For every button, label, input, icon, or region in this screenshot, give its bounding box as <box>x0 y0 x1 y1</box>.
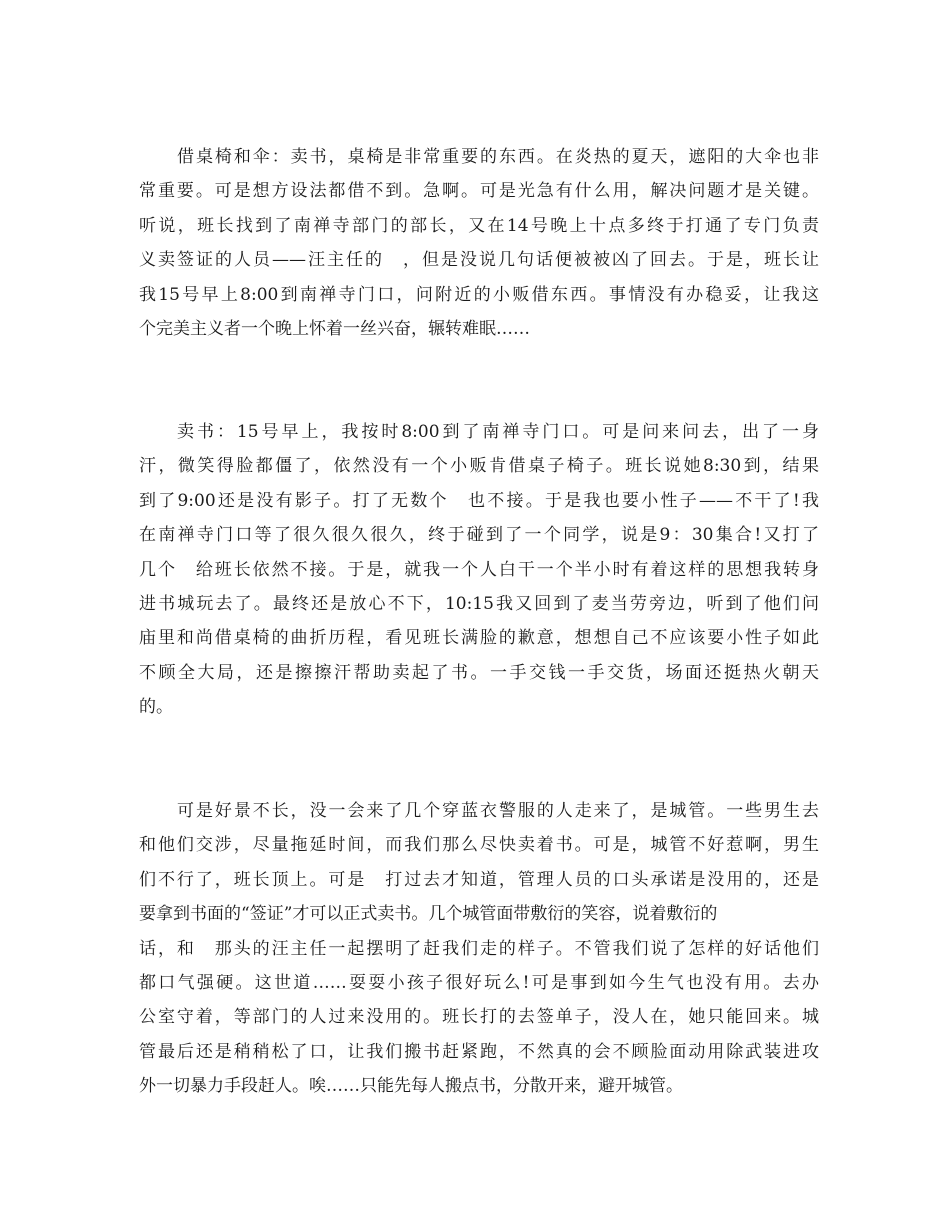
text-line: 要拿到书面的“签证”才可以正式卖书。几个城管面带敷衍的笑容，说着敷衍的 <box>139 904 718 925</box>
text-line: 外一切暴力手段赶人。唉……只能先每人搬点书，分散开来，避开城管。 <box>139 1076 683 1097</box>
text-line: 话，和 那头的汪主任一起摆明了赶我们走的样子。不管我们说了怎样的好话他们 <box>139 938 819 959</box>
text-line: 到了9:00还是没有影子。打了无数个 也不接。于是我也要小性子——不干了!我 <box>139 490 819 511</box>
paragraph-3 <box>139 794 819 1104</box>
text-line: 管最后还是稍稍松了口，让我们搬书赶紧跑，不然真的会不顾脸面动用除武装进攻 <box>139 1041 819 1062</box>
text-line: 义卖签证的人员——汪主任的 ，但是没说几句话便被被凶了回去。于是，班长让 <box>139 250 819 271</box>
text-line: 卖书：15号早上，我按时8:00到了南禅寺门口。可是问来问去，出了一身 <box>177 422 819 442</box>
text-line: 和他们交涉，尽量拖延时间，而我们那么尽快卖着书。可是，城管不好惹啊，男生 <box>139 835 819 856</box>
text-line: 的。 <box>139 697 173 718</box>
paragraph-2 <box>139 415 819 725</box>
text-line: 常重要。可是想方设法都借不到。急啊。可是光急有什么用，解决问题才是关键。 <box>139 181 819 202</box>
text-line: 进书城玩去了。最终还是放心不下，10:15我又回到了麦当劳旁边，听到了他们问 <box>139 593 819 614</box>
text-line: 听说，班长找到了南禅寺部门的部长，又在14号晚上十点多终于打通了专门负责 <box>139 215 819 236</box>
text-line: 在南禅寺门口等了很久很久很久，终于碰到了一个同学，说是9：30集合!又打了 <box>139 525 819 546</box>
text-line: 个完美主义者一个晚上怀着一丝兴奋，辗转难眠…… <box>139 318 530 339</box>
text-line: 汗，微笑得脸都僵了，依然没有一个小贩肯借桌子椅子。班长说她8:30到，结果 <box>139 456 819 477</box>
text-line: 不顾全大局，还是擦擦汗帮助卖起了书。一手交钱一手交货，场面还挺热火朝天 <box>139 662 819 683</box>
paragraph-1 <box>139 140 819 346</box>
text-line: 公室守着，等部门的人过来没用的。班长打的去签单子，没人在，她只能回来。城 <box>139 1007 819 1028</box>
text-line: 可是好景不长，没一会来了几个穿蓝衣警服的人走来了，是城管。一些男生去 <box>177 801 819 821</box>
text-line: 我15号早上8:00到南禅寺门口，问附近的小贩借东西。事情没有办稳妥，让我这 <box>139 284 819 305</box>
text-line: 几个 给班长依然不接。于是，就我一个人白干一个半小时有着这样的思想我转身 <box>139 559 819 580</box>
text-line: 借桌椅和伞：卖书，桌椅是非常重要的东西。在炎热的夏天，遮阳的大伞也非 <box>177 147 819 167</box>
text-line: 们不行了，班长顶上。可是 打过去才知道，管理人员的口头承诺是没用的，还是 <box>139 869 819 890</box>
text-line: 庙里和尚借桌椅的曲折历程，看见班长满脸的歉意，想想自己不应该要小性子如此 <box>139 628 819 649</box>
text-line: 都口气强硬。这世道……耍耍小孩子很好玩么!可是事到如今生气也没有用。去办 <box>139 972 819 993</box>
